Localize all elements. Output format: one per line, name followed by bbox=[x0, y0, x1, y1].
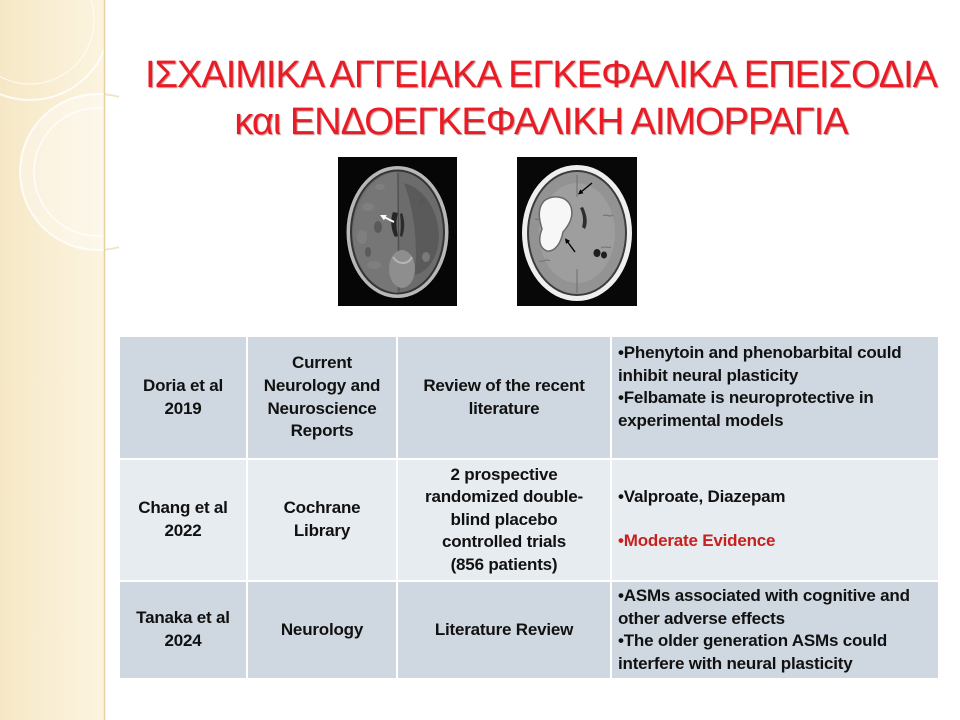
cell-line: Library bbox=[293, 521, 351, 540]
cell-line: Neurology bbox=[280, 619, 364, 639]
cell-line: 2 prospective bbox=[450, 464, 558, 484]
table-cell-source bbox=[248, 460, 396, 580]
cell-line: Neuroscience bbox=[267, 398, 377, 418]
studies-table bbox=[120, 337, 938, 678]
finding-item: •Valproate, Diazepam bbox=[618, 487, 786, 506]
brain-ct-scan-icon bbox=[338, 157, 457, 306]
table-cell-findings bbox=[612, 582, 938, 678]
table-cell-source bbox=[248, 337, 396, 458]
cell-line: literature bbox=[468, 398, 540, 418]
table-cell-findings bbox=[612, 337, 938, 458]
slide-decoration-band bbox=[0, 0, 130, 720]
brain bbox=[352, 172, 443, 294]
cell-line: blind placebo bbox=[450, 509, 558, 529]
cell-line: Tanaka et al bbox=[136, 608, 230, 628]
table-cell-source bbox=[248, 582, 396, 678]
finding-item: •Phenytoin and phenobarbital could inhibit neural plasticity bbox=[618, 343, 902, 385]
table-cell-study bbox=[120, 337, 246, 458]
cell-line: 2022 bbox=[164, 521, 202, 540]
table-cell-design bbox=[398, 337, 610, 458]
ct-scan-graphic bbox=[338, 157, 457, 306]
slide-title bbox=[122, 52, 960, 146]
cell-line: Doria et al bbox=[143, 375, 223, 395]
table-cell-design bbox=[398, 460, 610, 580]
cell-line: Chang et al bbox=[138, 498, 228, 518]
cell-line: Reports bbox=[290, 421, 354, 441]
cell-line: Cochrane bbox=[283, 498, 361, 518]
cell-line: 2019 bbox=[164, 398, 202, 418]
cell-line: randomized double- bbox=[425, 487, 583, 507]
table-cell-design bbox=[398, 582, 610, 678]
brain-ct-scan-icon bbox=[517, 157, 637, 306]
cell-line: Current bbox=[292, 353, 352, 373]
cell-line: 2024 bbox=[164, 631, 202, 650]
finding-item: •Felbamate is neuroprotective in experimental models bbox=[618, 388, 874, 430]
table-cell-findings bbox=[612, 460, 938, 580]
cell-line: (856 patients) bbox=[450, 554, 558, 574]
title-line-1: ΙΣΧΑΙΜΙΚΑ ΑΓΓΕΙΑΚΑ ΕΓΚΕΦΑΛΙΚΑ ΕΠΕΙΣΟΔΙΑ bbox=[144, 54, 938, 96]
table-cell-study bbox=[120, 460, 246, 580]
cell-line: Review of the recent bbox=[423, 375, 585, 395]
finding-item: •ASMs associated with cognitive and other adverse effects bbox=[618, 586, 910, 628]
cell-line: Literature Review bbox=[434, 619, 574, 639]
ct-scan-graphic bbox=[517, 157, 637, 306]
title-line-2: και ΕΝΔΟΕΓΚΕΦΑΛΙΚΗ ΑΙΜΟΡΡΑΓΙΑ bbox=[234, 101, 848, 143]
cell-line: Neurology and bbox=[263, 375, 381, 395]
finding-item: •The older generation ASMs could interfere with neural plasticity bbox=[618, 631, 888, 673]
table-cell-study bbox=[120, 582, 246, 678]
cell-line: controlled trials bbox=[441, 532, 567, 552]
finding-item-highlighted: •Moderate Evidence bbox=[618, 530, 776, 550]
